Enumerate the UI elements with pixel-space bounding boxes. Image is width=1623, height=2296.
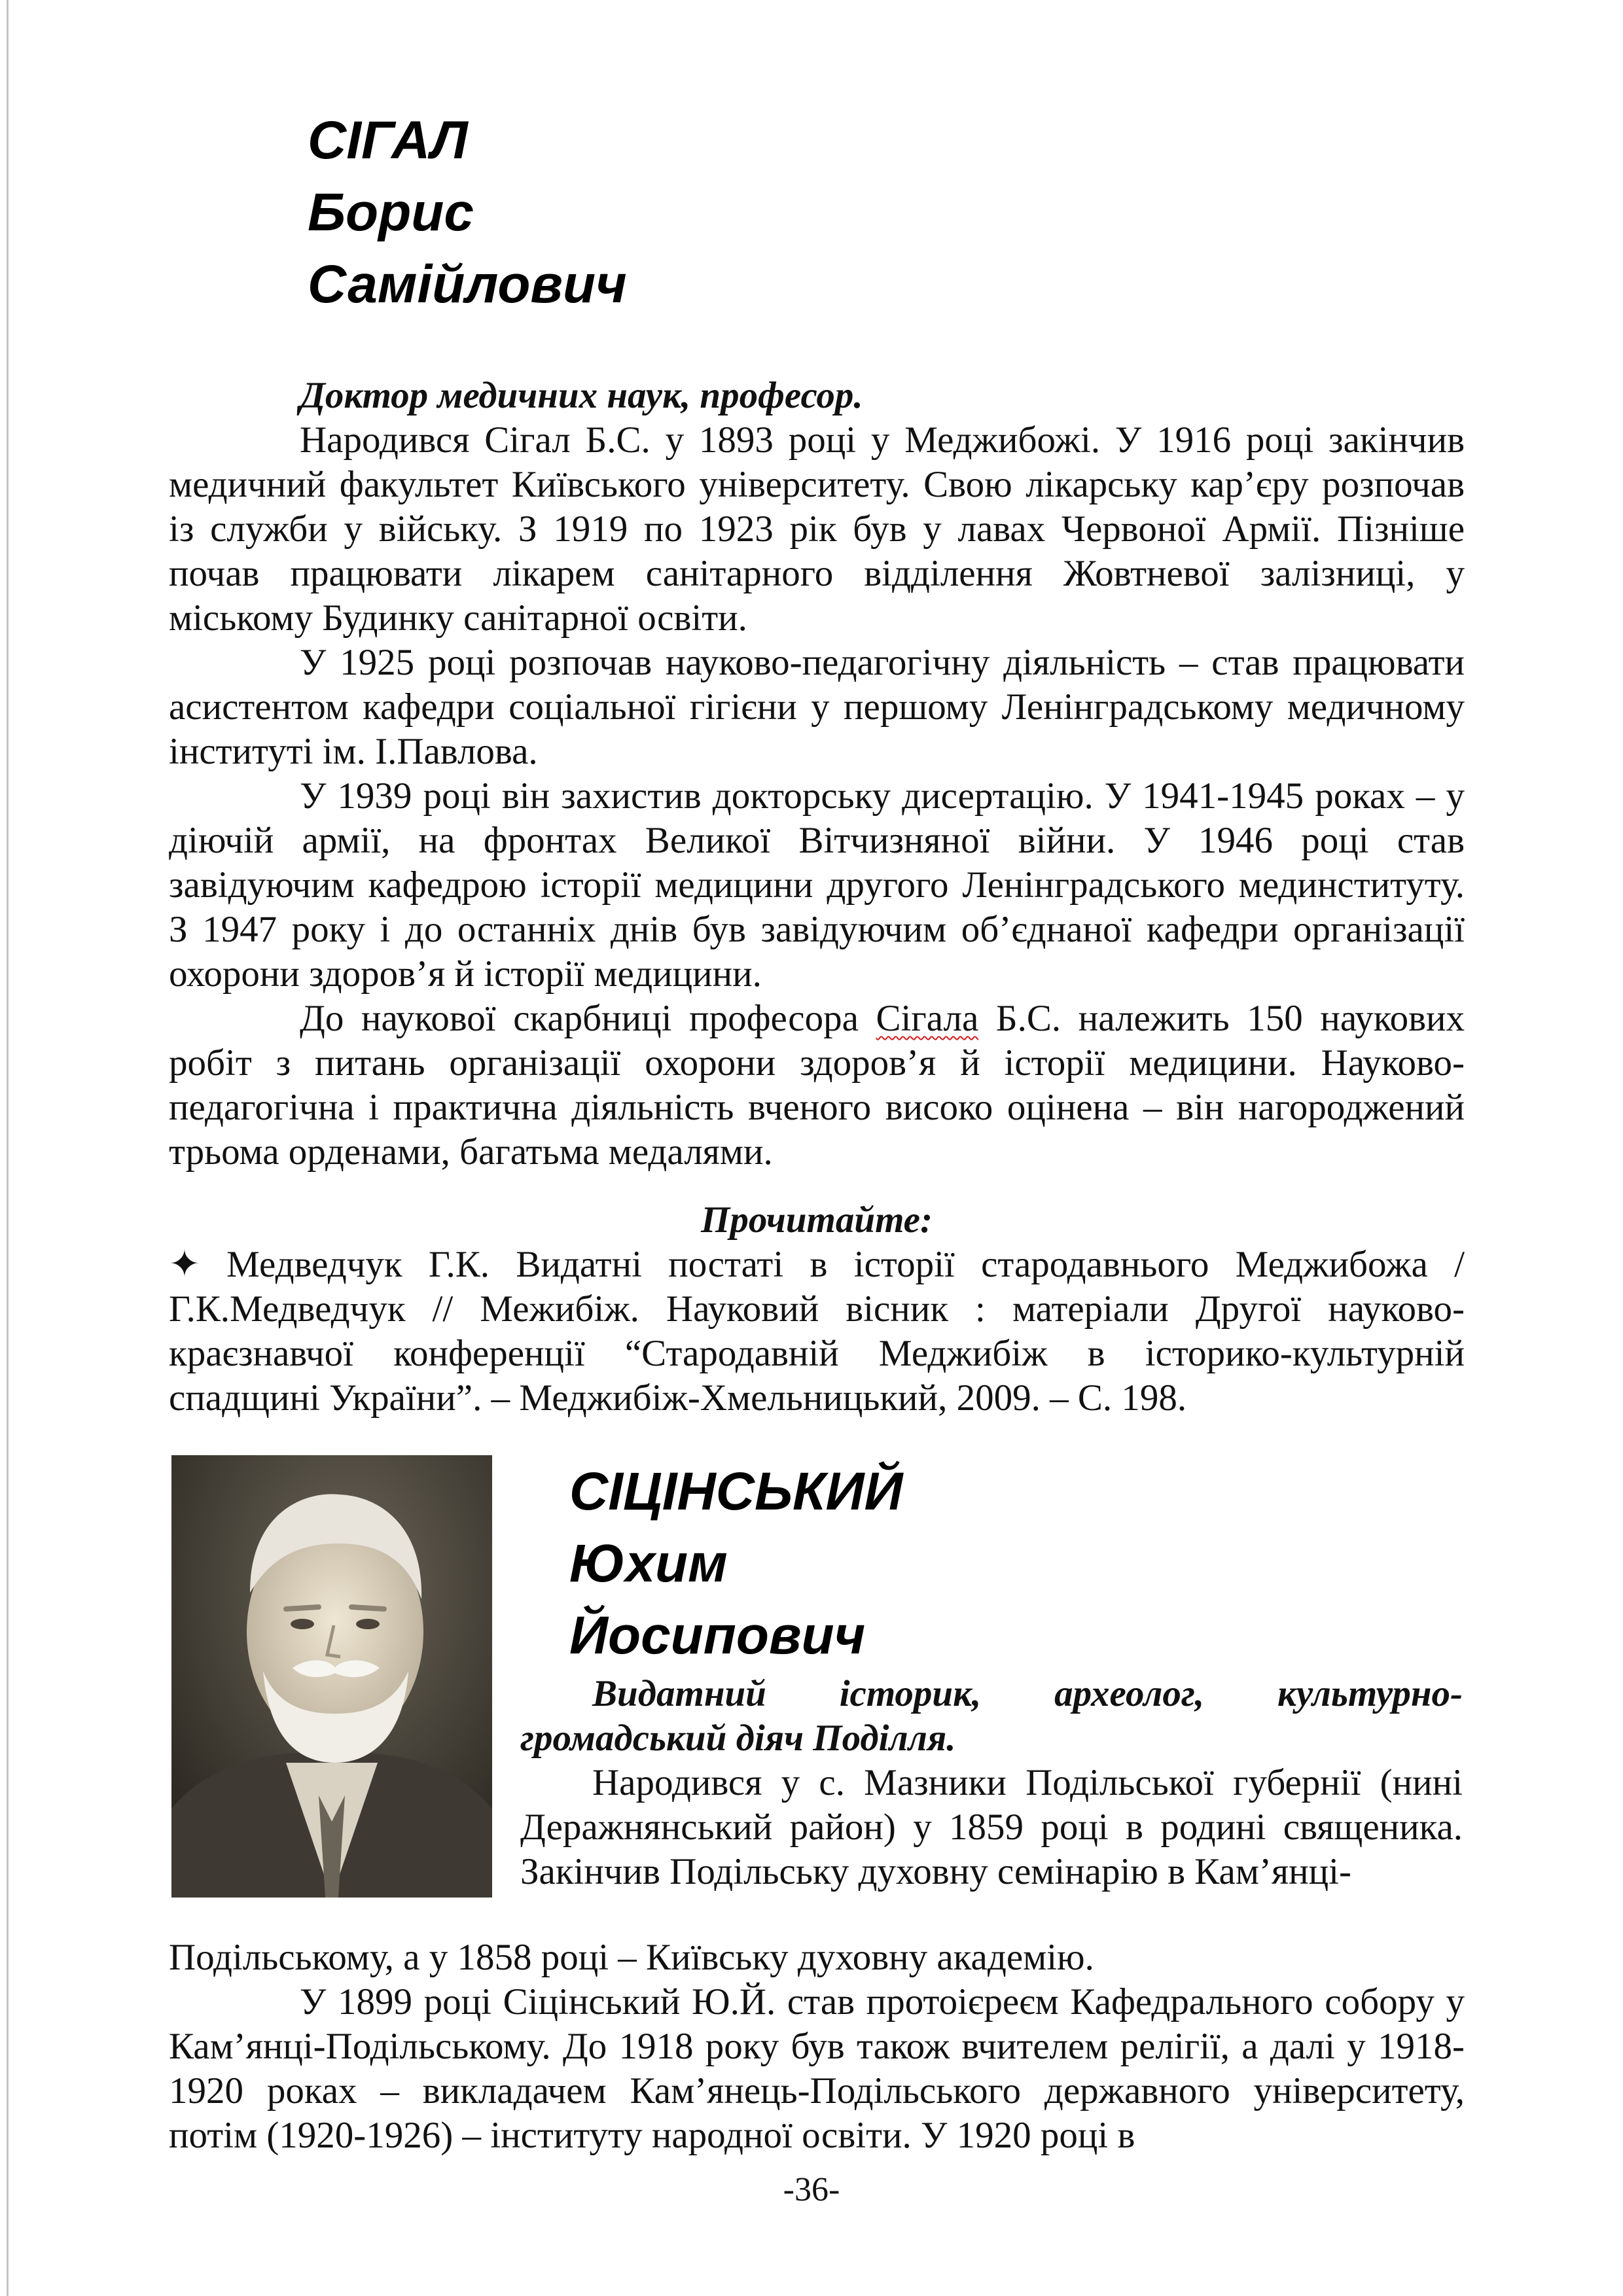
entry1-subtitle: Доктор медичних наук, професор.	[300, 375, 863, 416]
entry2-surname: СІЦІНСЬКИЙ	[569, 1462, 903, 1521]
entry2-first-name: Юхим	[569, 1534, 728, 1593]
entry2-patronymic: Йосипович	[569, 1606, 866, 1665]
entry1-paragraph-2: У 1925 році розпочав науково-педагогічну діяльність – став працювати асистентом кафедри соціальної гігієни у першому Ленінградському медичному інституті ім. І.Павлова.	[169, 642, 1465, 772]
entry1-body	[169, 374, 1465, 1174]
entry2-paragraph-2: У 1899 році Сіцінський Ю.Й. став протоієреєм Кафедрального собору у Кам’янці-Подільському. До 1918 року був також вчителем релігії, а далі у 1918-1920 роках – викладачем Кам’янець-Подільського державного університету, потім (1920-1926) – інституту народної освіти. У 1920 році в	[169, 1981, 1465, 2156]
entry2-paragraph-1-end: Подільському, а у 1858 році – Київську духовну академію.	[169, 1937, 1094, 1978]
entry2-subtitle: Видатний історик, археолог, культурно-громадський діяч Поділля.	[520, 1673, 1463, 1759]
entry1-first-name: Борис	[308, 183, 474, 242]
portrait-photo	[171, 1455, 492, 1898]
entry1-paragraph-4-start: До наукової скарбниці професора	[300, 998, 876, 1039]
page-number: -36-	[783, 2171, 840, 2208]
spellcheck-marked-word: Сігала	[876, 998, 979, 1039]
read-more-heading: Прочитайте:	[701, 1199, 933, 1241]
entry1-surname: СІГАЛ	[308, 111, 468, 170]
bullet-icon: ✦	[169, 1244, 200, 1285]
read-more-section	[169, 1198, 1465, 1421]
entry2-name-heading	[569, 1456, 902, 1672]
reference-text: Медведчук Г.К. Видатні постаті в історії стародавнього Меджибожа / Г.К.Медведчук // Межибіж. Науковий вісник : матеріали Другої науково-краєзнавчої конференції “Стародавній Меджибіж в історико-культурній спадщині України”. – Меджибіж-Хмельницький, 2009. – С. 198.	[169, 1244, 1465, 1419]
reference-item	[169, 1243, 1465, 1421]
entry1-patronymic: Самійлович	[308, 255, 627, 314]
entry1-paragraph-3: У 1939 році він захистив докторську дисертацію. У 1941-1945 роках – у діючій армії, на фронтах Великої Вітчизняної війни. У 1946 році став завідуючим кафедрою історії медицини другого Ленінградського мединституту. З 1947 року і до останніх днів був завідуючим об’єднаної кафедри організації охорони здоров’я й історії медицини.	[169, 775, 1465, 995]
entry2-paragraph-1-start: Народився у с. Мазники Подільської губернії (нині Деражнянський район) у 1859 році в родині священика. Закінчив Подільську духовну семінарію в Кам’янці-	[520, 1762, 1463, 1892]
entry1-paragraph-4-end: Б.С. належить 150 наукових робіт з питань організації охорони здоров’я й історії медицини. Науково-педагогічна і практична діяльність вченого високо оцінена – він нагороджений трьома орденами, багатьма медалями.	[169, 998, 1465, 1173]
entry1-name-heading	[308, 105, 627, 321]
entry1-paragraph-1: Народився Сігал Б.С. у 1893 році у Меджибожі. У 1916 році закінчив медичний факультет Київського університету. Свою лікарську кар’єру розпочав із служби у війську. З 1919 по 1923 рік був у лавах Червоної Армії. Пізніше почав працювати лікарем санітарного відділення Жовтневої залізниці, у міському Будинку санітарної освіти.	[169, 419, 1465, 639]
entry1-paragraph-4	[169, 997, 1465, 1174]
entry2-body-beside-photo	[520, 1672, 1463, 1894]
entry2-body	[169, 1935, 1465, 2158]
page-edge-line	[7, 0, 9, 2296]
